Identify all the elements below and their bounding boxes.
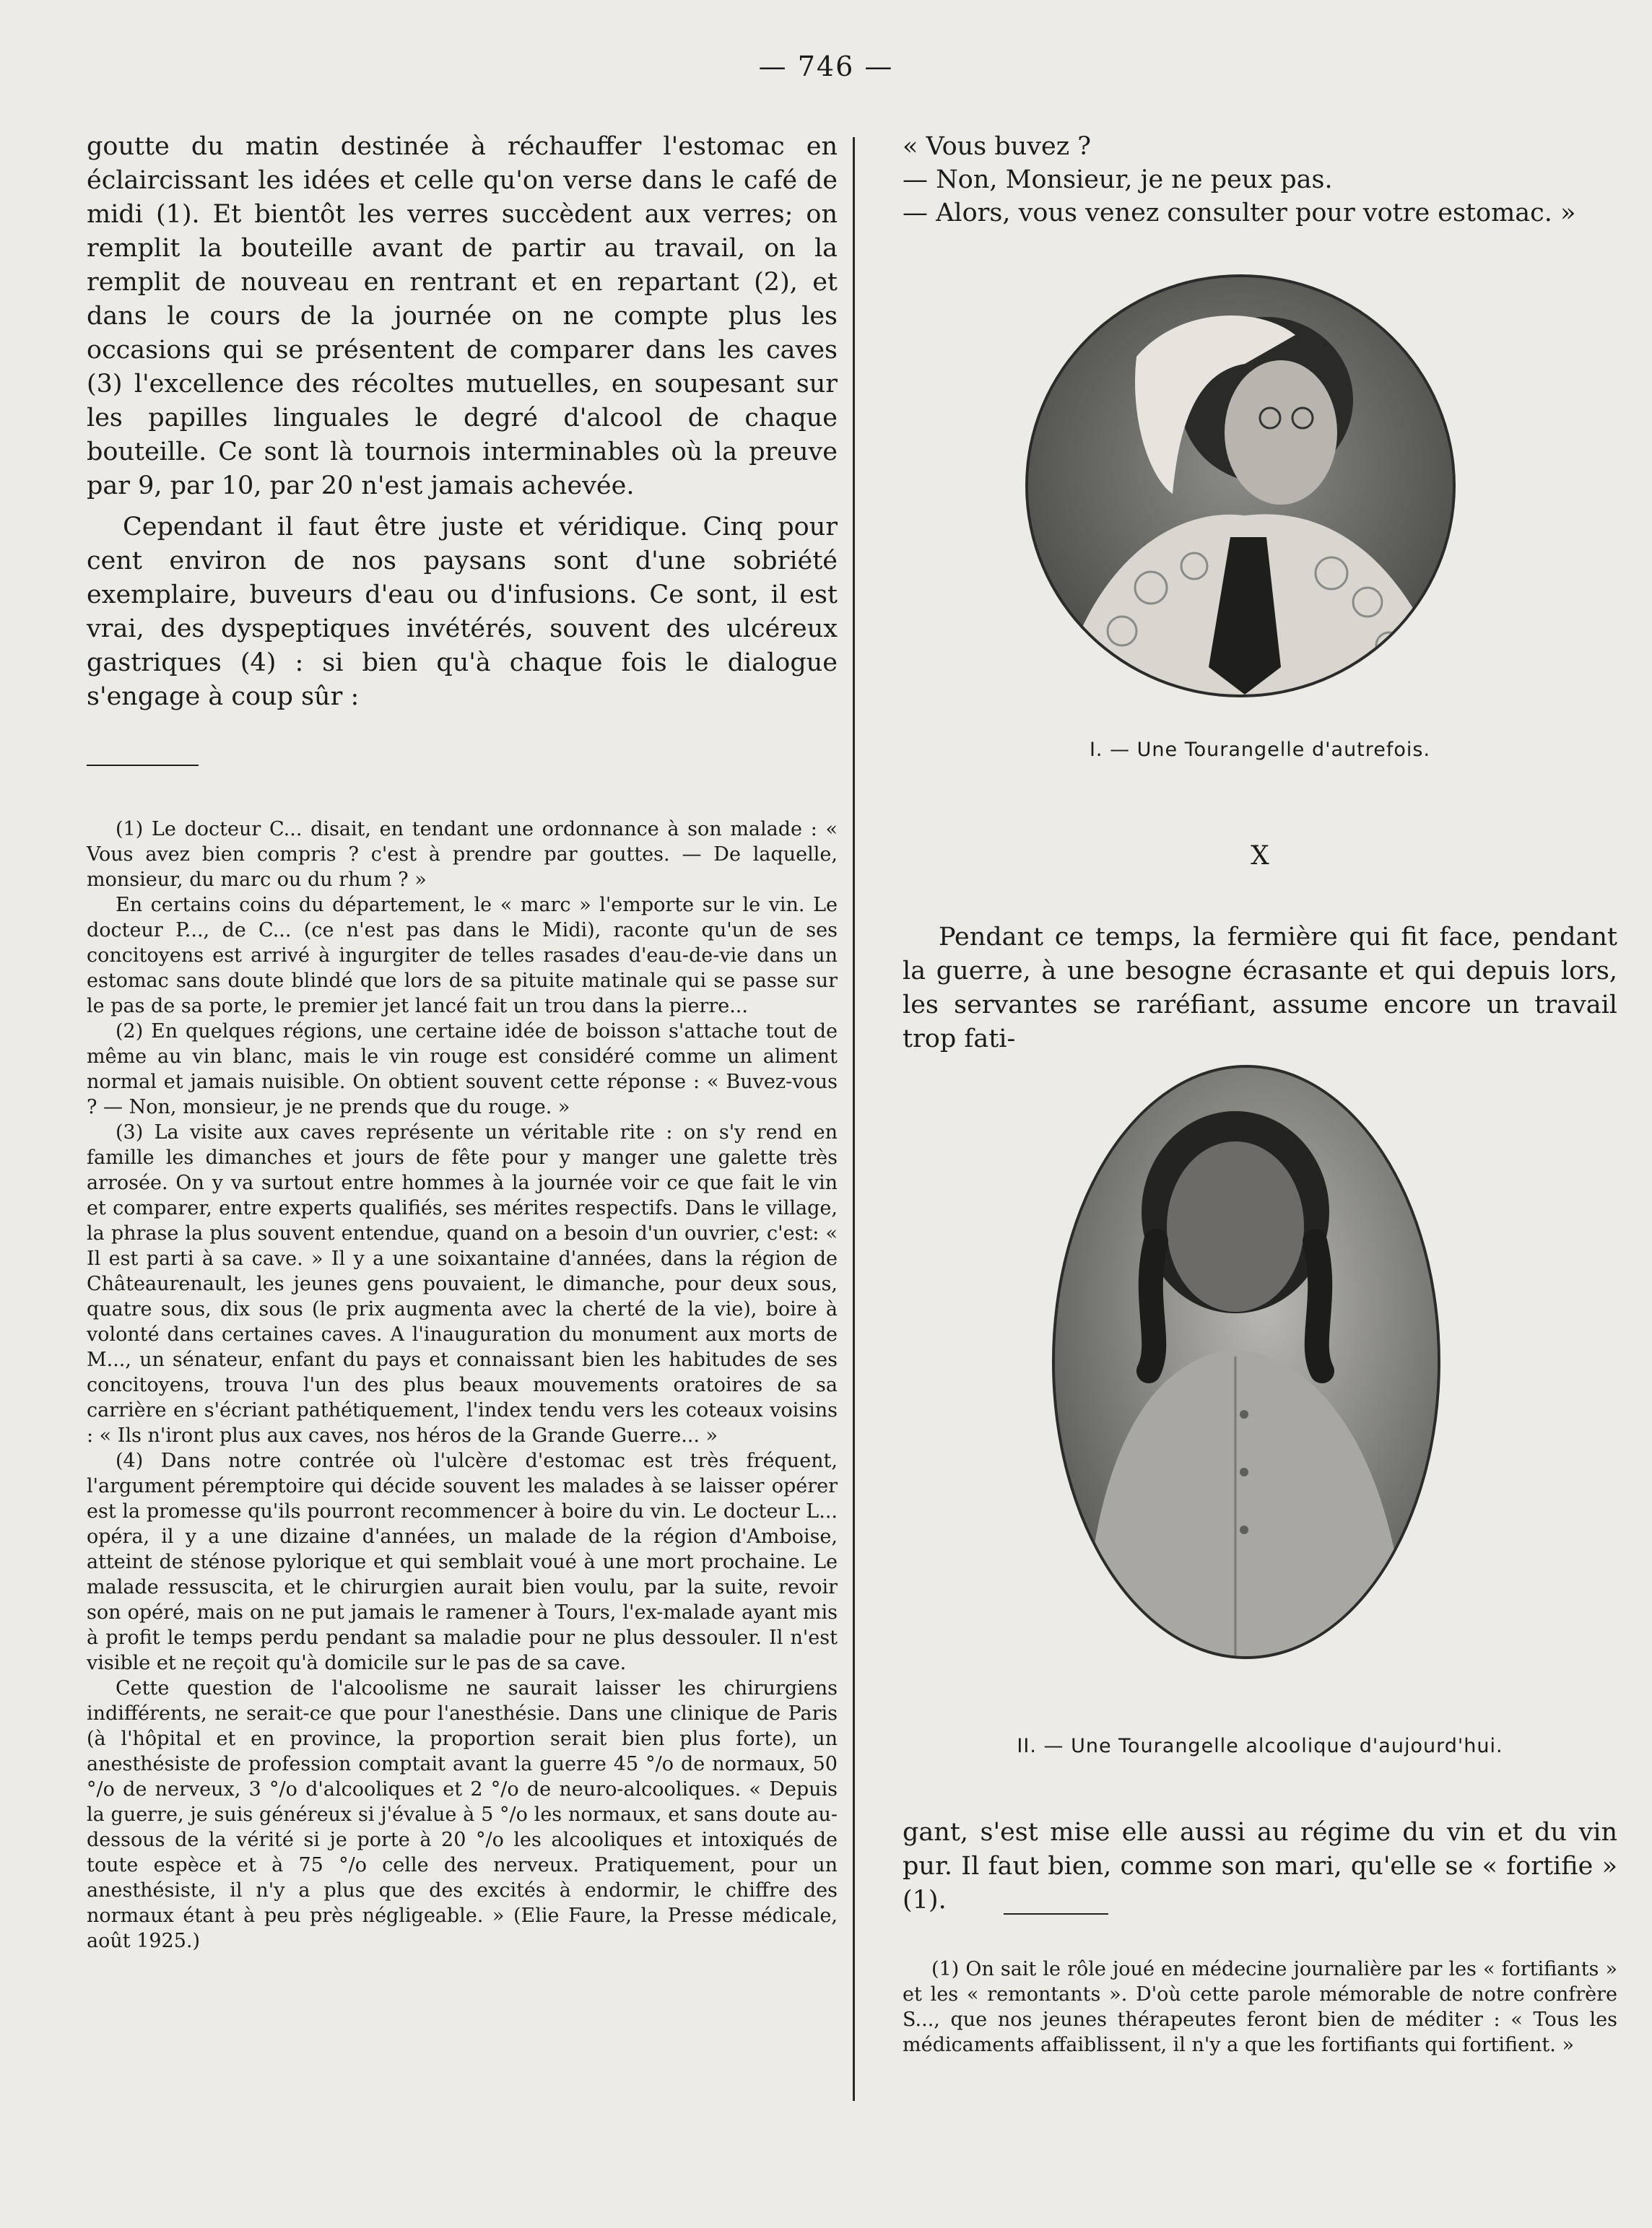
footnotes xyxy=(87,817,838,1954)
footnote: (3) La visite aux caves représente un véritable rite : on s'y rend en famille les dimanches et jours de fête pour y manger une galette très arrosée. On y va surtout entre hommes à la journée voir ce que fait le vin et comparer, entre experts qualifiés, ses mérites respectifs. Dans le village, la phrase la plus souvent entendue, quand on a besoin d'un ouvrier, c'est: « Il est parti à sa cave. » Il y a une soixantaine d'années, dans la région de Châteaurenault, les jeunes gens pouvaient, le dimanche, pour deux sous, quatre sous, dix sous (le prix augmenta avec la cherté de la vie), boire à volonté dans certaines caves. A l'inauguration du monument aux morts de M..., un sénateur, enfant du pays et connaissant bien les habitudes de ses concitoyens, trouva l'un des plus beaux mouvements oratoires de sa carrière en s'écriant pathétiquement, l'index tendu vers les coteaux voisins : « Ils n'iront plus aux caves, nos héros de la Grande Guerre... » xyxy=(87,1121,838,1447)
footnote: (4) Dans notre contrée où l'ulcère d'estomac est très fréquent, l'argument péremptoire qui décide souvent les malades à se laisser opérer est la promesse qu'ils pourront recommencer à boire du vin. Le docteur L... opéra, il y a une dizaine d'années, un malade de la région d'Amboise, atteint de sténose pylorique et qui semblait voué à une mort prochaine. Le malade ressuscita, et le chirurgien aurait bien voulu, par la suite, revoir son opéré, mais on ne put jamais le ramener à Tours, l'ex-malade ayant mis à profit le temps perdu pendant sa maladie pour ne plus dessouler. Il n'est visible et ne reçoit qu'à domicile sur le pas de sa cave. xyxy=(87,1450,838,1674)
dialogue-line: « Vous buvez ? xyxy=(903,132,1092,161)
dialogue-line: — Alors, vous venez consulter pour votre estomac. » xyxy=(903,199,1576,227)
dialogue-line: — Non, Monsieur, je ne peux pas. xyxy=(903,165,1333,194)
section-number: X xyxy=(1251,841,1269,871)
footnote: (2) En quelques régions, une certaine idée de boisson s'attache tout de même au vin blanc, mais le vin rouge est considéré comme un aliment normal et jamais nuisible. On obtient souvent cette réponse : « Buvez-vous ? — Non, monsieur, je ne prends que du rouge. » xyxy=(87,1020,838,1118)
portrait-1-image xyxy=(1028,277,1453,695)
figure-caption-2: II. — Une Tourangelle alcoolique d'aujourd'hui. xyxy=(1017,1735,1503,1757)
footnote: (1) Le docteur C... disait, en tendant une ordonnance à son malade : « Vous avez bien compris ? c'est à prendre par gouttes. — De laquelle, monsieur, du marc ou du rhum ? » xyxy=(87,818,838,891)
portrait-photo-2 xyxy=(1052,1065,1440,1659)
page-number: — 746 — xyxy=(758,51,894,82)
right-column xyxy=(903,130,1617,2056)
figure-caption-1: I. — Une Tourangelle d'autrefois. xyxy=(1089,739,1431,761)
body-paragraph: goutte du matin destinée à réchauffer l'estomac en éclaircissant les idées et celle qu'on verse dans le café de midi (1). Et bientôt les verres succèdent aux verres; on remplit la bouteille avant de partir au travail, on la remplit de nouveau en rentrant et en repartant (2), et dans le cours de la journée on ne compte plus les occasions qui se présentent de comparer dans les caves (3) l'excellence des récoltes mutuelles, en soupesant sur les papilles linguales le degré d'alcool de chaque bouteille. Ce sont là tournois interminables où la preuve par 9, par 10, par 20 n'est jamais achevée. xyxy=(87,132,838,500)
footnote: Cette question de l'alcoolisme ne saurait laisser les chirurgiens indifférents, ne serait-ce que pour l'anesthésie. Dans une clinique de Paris (à l'hôpital et en province, la proportion serait bien plus forte), un anesthésiste de profession comptait avant la guerre 45 °/o de normaux, 50 °/o de nerveux, 3 °/o d'alcooliques et 2 °/o de neuro-alcooliques. « Depuis la guerre, je suis généreux si j'évalue à 5 °/o les normaux, et sans doute au-dessous de la vérité si je porte à 20 °/o les alcooliques et intoxiqués de toute espèce et à 75 °/o celle des nerveux. Pratiquement, pour un anesthésiste, il n'y a plus que des excités à endormir, le chiffre des normaux étant à peu près négligeable. » (Elie Faure, la Presse médicale, août 1925.) xyxy=(87,1677,838,1952)
body-paragraph: Pendant ce temps, la fermière qui fit face, pendant la guerre, à une besogne écrasante et qui depuis lors, les servantes se raréfiant, assume encore un travail trop fati- xyxy=(903,923,1617,1053)
portrait-photo-1 xyxy=(1025,274,1456,697)
footnote: (1) On sait le rôle joué en médecine journalière par les « fortifiants » et les « remontants ». D'où cette parole mémorable de notre confrère S..., que nos jeunes thérapeutes feront bien de méditer : « Tous les médicaments affaiblissent, il n'y a que les fortifiants qui fortifient. » xyxy=(903,1958,1617,2056)
column-divider xyxy=(853,137,855,2101)
dialogue xyxy=(903,130,1617,230)
footnote: En certains coins du département, le « marc » l'emporte sur le vin. Le docteur P..., de C... (ce n'est pas dans le Midi), raconte qu'un de ses concitoyens est arrivé à ingurgiter de telles rasades d'eau-de-vie dans un estomac sans doute blindé que lors de sa pituite matinale qui se passe sur le pas de sa porte, le premier jet lancé fait un trou dans la pierre... xyxy=(87,894,838,1017)
left-column xyxy=(87,130,838,1954)
body-paragraph: Cependant il faut être juste et véridique. Cinq pour cent environ de nos paysans sont d'une sobriété exemplaire, buveurs d'eau ou d'infusions. Ce sont, il est vrai, des dyspeptiques invétérés, souvent des ulcéreux gastriques (4) : si bien qu'à chaque fois le dialogue s'engage à coup sûr : xyxy=(87,513,838,711)
body-paragraph: gant, s'est mise elle aussi au régime du vin et du vin pur. Il faut bien, comme son mari, qu'elle se « fortifie » (1). xyxy=(903,1818,1617,1915)
portrait-2-image xyxy=(1055,1068,1438,1656)
footnote-rule xyxy=(1004,1913,1108,1915)
